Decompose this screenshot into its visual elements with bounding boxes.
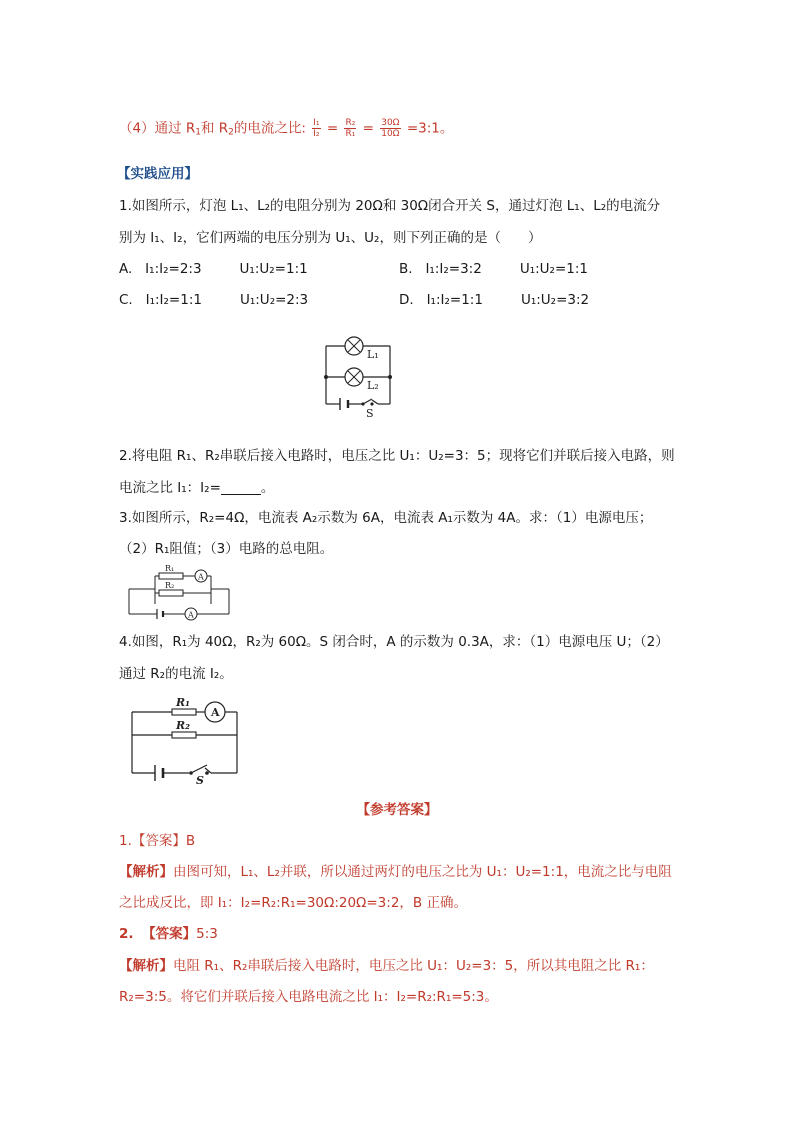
- label-r1: R₁: [176, 696, 190, 709]
- junction-dot: [324, 375, 328, 379]
- label-l2: L₂: [367, 379, 379, 392]
- battery-icon: [340, 398, 348, 410]
- label-r2: R₂: [176, 719, 190, 732]
- q1-line1: 1.如图所示，灯泡 L₁、L₂的电阻分别为 20Ω和 30Ω闭合开关 S，通过灯泡 L₁、L₂的电流分: [119, 198, 661, 214]
- label-l1: L₁: [367, 348, 379, 361]
- q1-option-c[interactable]: C. I₁:I₂=1:1 U₁:U₂=2:3: [119, 292, 309, 308]
- lamp-l1-icon: [345, 337, 363, 355]
- circuit-figure-3: [125, 562, 235, 622]
- q2-line2: 电流之比 I₁：I₂= 。: [119, 480, 275, 496]
- svg-text:A: A: [211, 706, 220, 719]
- ammeter-icon: [205, 702, 225, 722]
- intro-text-and: 和 R: [201, 120, 229, 137]
- circuit-figure-4: [127, 694, 242, 784]
- q4-line1: 4.如图，R₁为 40Ω，R₂为 60Ω。S 闭合时，A 的示数为 0.3A，求：（1）电源电压 U；（2）: [119, 634, 669, 650]
- ans2-exp-line2: R₂=3:5。将它们并联后接入电路电流之比 I₁：I₂=R₂:R₁=5:3。: [119, 989, 498, 1005]
- intro-text-prefix: （4）通过 R: [119, 120, 196, 137]
- switch-icon: [361, 399, 373, 406]
- intro-text-suffix: 的电流之比:: [233, 120, 306, 137]
- battery-icon: [157, 609, 163, 619]
- lamp-l2-icon: [345, 368, 363, 386]
- q1-option-a[interactable]: A. I₁:I₂=2:3 U₁:U₂=1:1: [119, 261, 308, 277]
- section-title: 【实践应用】: [117, 166, 198, 182]
- junction-dot: [388, 375, 392, 379]
- ans1-exp-line1: 【解析】由图可知，L₁、L₂并联，所以通过两灯的电压之比为 U₁：U₂=1:1，电流之比与电阻: [119, 864, 672, 880]
- ans1-head: 1.【答案】B: [119, 833, 196, 849]
- intro-r1-sub: 1: [195, 127, 201, 138]
- ans2-exp-line1: 【解析】电阻 R₁、R₂串联后接入电路时，电压之比 U₁：U₂=3：5，所以其电阻之比 R₁：: [119, 958, 654, 974]
- label-r2: R₂: [165, 581, 175, 590]
- q4-line2: 通过 R₂的电流 I₂。: [119, 666, 233, 682]
- intro-line: [119, 118, 453, 139]
- circuit-figure-1: [318, 334, 398, 420]
- label-s: S: [196, 774, 204, 784]
- label-s: S: [366, 407, 374, 420]
- ans2-head: 2. 【答案】5:3: [119, 926, 218, 942]
- q2-line1: 2.将电阻 R₁、R₂串联后接入电路时，电压之比 U₁：U₂=3：5；现将它们并联后接入电路，则: [119, 448, 675, 464]
- q1-option-d[interactable]: D. I₁:I₂=1:1 U₁:U₂=3:2: [399, 292, 590, 308]
- resistor-r1-icon: [159, 573, 183, 579]
- fraction-values: $\frac{30\Omega}{10\Omega}$: [381, 118, 400, 139]
- fraction-resistance: $\frac{\text{R₂}}{\text{R₁}}$: [345, 118, 356, 139]
- answers-title: 【参考答案】: [356, 802, 438, 818]
- q3-line1: 3.如图所示，R₂=4Ω，电流表 A₂示数为 6A，电流表 A₁示数为 4A。求：（1）电源电压；: [119, 510, 653, 526]
- q1-line2: 别为 I₁、I₂，它们两端的电压分别为 U₁、U₂，则下列正确的是（ ）: [119, 230, 542, 246]
- equals-sign: =: [326, 120, 339, 137]
- fraction-current: $\frac{\text{I₁}}{\text{I₂}}$: [313, 118, 320, 139]
- intro-r2-sub: 2: [228, 127, 234, 138]
- q3-line2: （2）R₁阻值；（3）电路的总电阻。: [119, 541, 334, 557]
- resistor-r1-icon: [172, 709, 196, 715]
- battery-icon: [155, 765, 163, 781]
- resistor-r2-icon: [159, 590, 183, 596]
- q1-option-b[interactable]: B. I₁:I₂=3:2 U₁:U₂=1:1: [399, 261, 588, 277]
- equals-sign: =: [362, 120, 374, 137]
- answer-blank[interactable]: [221, 480, 261, 495]
- ammeter-a1-icon: [195, 570, 207, 582]
- intro-result: =3:1。: [406, 120, 454, 137]
- ammeter-a2-icon: [185, 608, 197, 620]
- svg-text:A: A: [198, 572, 204, 582]
- ans1-exp-line2: 之比成反比，即 I₁：I₂=R₂:R₁=30Ω:20Ω=3:2，B 正确。: [119, 895, 467, 911]
- resistor-r2-icon: [172, 732, 196, 738]
- svg-text:A: A: [188, 610, 194, 620]
- label-r1: R₁: [165, 564, 175, 573]
